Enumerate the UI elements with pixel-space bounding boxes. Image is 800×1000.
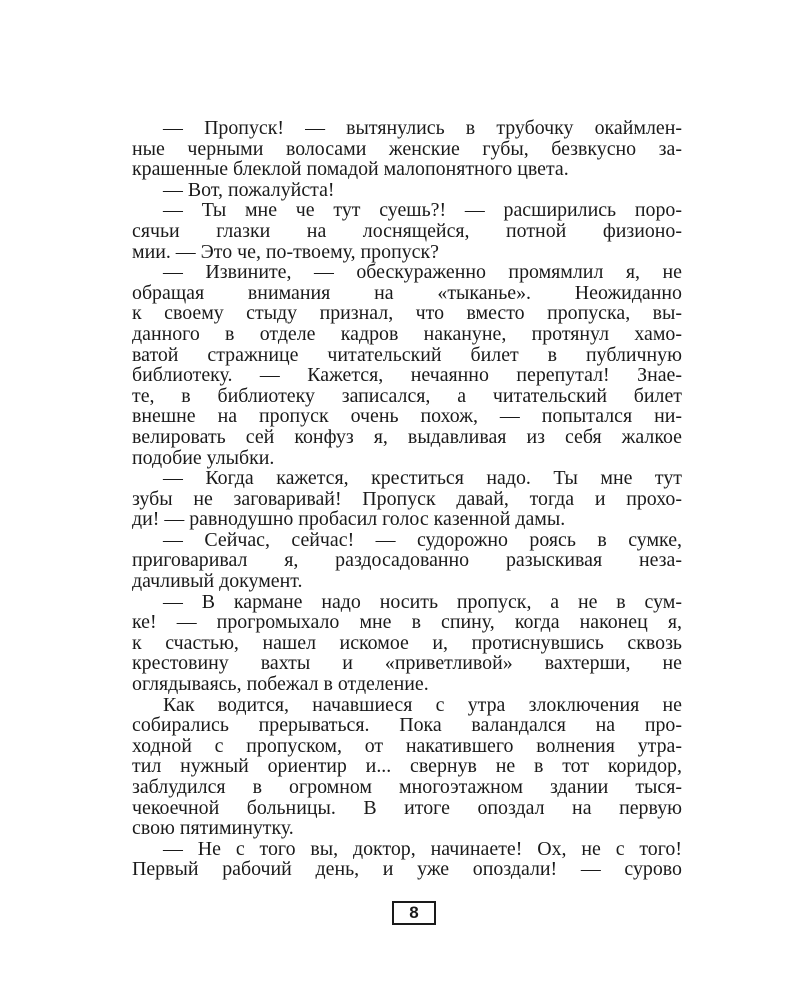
- text-line: приговаривал я, раздосадованно разыскивая неза-: [132, 549, 682, 572]
- text-line: ке! — прогромыхало мне в спину, когда наконец я,: [132, 611, 682, 634]
- text-line: крашенные блеклой помадой малопонятного цвета.: [132, 158, 569, 181]
- text-line: ходной с пропуском, от накатившего волнения утра-: [132, 734, 682, 757]
- page-body: [132, 118, 682, 880]
- paragraph: [132, 200, 682, 262]
- text-line: сячьи глазки на лоснящейся, потной физионо-: [132, 219, 682, 242]
- text-line: — В кармане надо носить пропуск, а не в сум-: [163, 590, 682, 613]
- text-line: к счастью, нашел искомое и, протиснувшись сквозь: [132, 631, 682, 654]
- text-line: ватой стражнице читательский билет в публичную: [132, 343, 682, 366]
- text-line: — Ты мне че тут суешь?! — расширились поро-: [163, 199, 682, 222]
- text-line: библиотеку. — Кажется, нечаянно перепутал! Знае-: [132, 364, 682, 387]
- text-line: дачливый документ.: [132, 570, 303, 593]
- text-line: — Сейчас, сейчас! — судорожно роясь в сумке,: [163, 528, 682, 551]
- text-line: — Вот, пожалуйста!: [163, 178, 335, 201]
- paragraph: [132, 530, 682, 592]
- text-line: обращая внимания на «тыканье». Неожиданно: [132, 281, 682, 304]
- text-line: мии. — Это че, по-твоему, пропуск?: [132, 240, 439, 263]
- text-line: крестовину вахты и «приветливой» вахтерши, не: [132, 652, 682, 675]
- text-line: Как водится, начавшиеся с утра злоключения не: [163, 693, 682, 716]
- text-line: ные черными волосами женские губы, безвкусно за-: [132, 137, 682, 160]
- text-line: — Пропуск! — вытянулись в трубочку окаймлен-: [163, 117, 682, 139]
- text-line: собирались прерываться. Пока валандался на про-: [132, 714, 682, 737]
- paragraph: [132, 262, 682, 468]
- paragraph: [132, 592, 682, 695]
- text-line: те, в библиотеку записался, а читательский билет: [132, 384, 682, 407]
- paragraph: [132, 180, 682, 201]
- text-line: свою пятиминутку.: [132, 817, 294, 840]
- paragraph: [132, 695, 682, 839]
- text-line: данного в отделе кадров накануне, протянул хамо-: [132, 322, 682, 345]
- text-line: зубы не заговаривай! Пропуск давай, тогда и прохо-: [132, 487, 682, 510]
- page-number: 8: [392, 901, 436, 925]
- text-line: ди! — равнодушно пробасил голос казенной дамы.: [132, 508, 566, 531]
- paragraph: [132, 468, 682, 530]
- text-line: тил нужный ориентир и... свернув не в тот коридор,: [132, 755, 682, 778]
- text-line: чекоечной больницы. В итоге опоздал на первую: [132, 796, 682, 819]
- text-line: — Когда кажется, креститься надо. Ты мне тут: [163, 467, 682, 490]
- text-line: подобие улыбки.: [132, 446, 275, 469]
- text-line: к своему стыду признал, что вместо пропуска, вы-: [132, 302, 682, 325]
- text-line: заблудился в огромном многоэтажном здании тыся-: [132, 776, 682, 798]
- text-line: Первый рабочий день, и уже опоздали! — сурово: [132, 858, 682, 881]
- text-line: — Извините, — обескураженно промямлил я, не: [163, 261, 682, 284]
- text-line: внешне на пропуск очень похож, — попытался ни-: [132, 405, 682, 428]
- paragraph: [132, 839, 682, 880]
- text-line: — Не с того вы, доктор, начинаете! Ох, не с того!: [163, 837, 682, 860]
- text-line: велировать сей конфуз я, выдавливая из себя жалкое: [132, 425, 682, 448]
- text-line: оглядываясь, побежал в отделение.: [132, 673, 429, 696]
- paragraph: [132, 118, 682, 180]
